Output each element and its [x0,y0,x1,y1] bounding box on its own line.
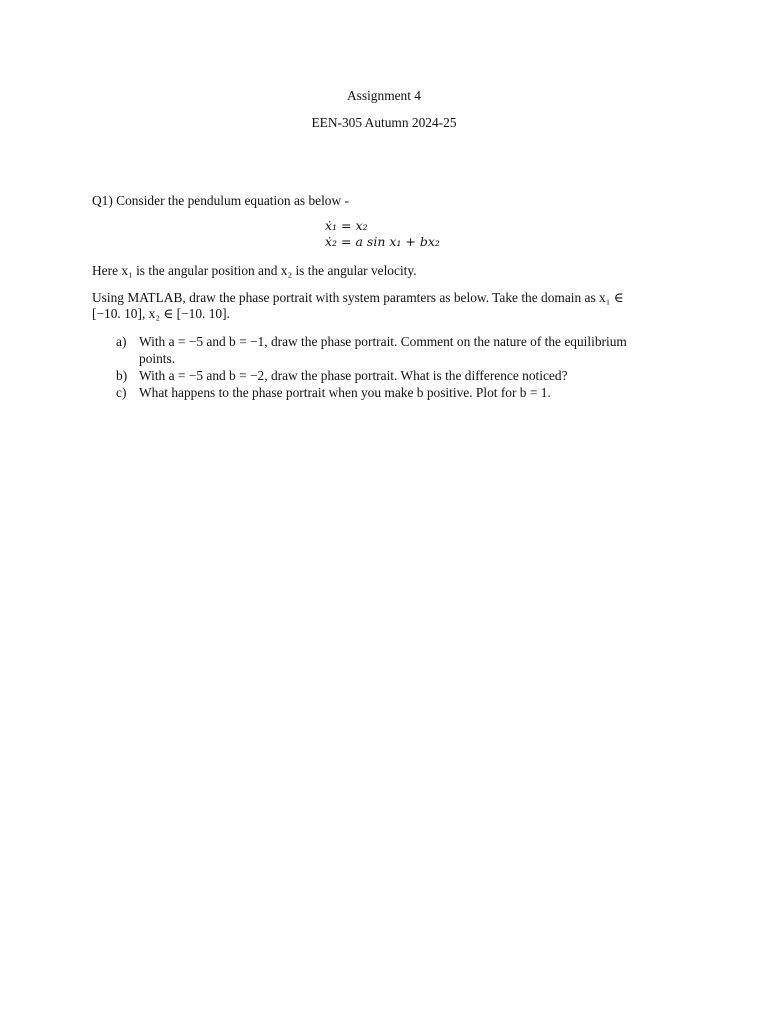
equation-1-text: ẋ₁ = x₂ [325,218,368,233]
course-subtitle: EEN-305 Autumn 2024-25 [311,115,457,130]
question-intro: Q1) Consider the pendulum equation as below - [92,193,349,208]
equation-2 [325,234,525,250]
list-item-text-line-1: With a = −5 and b = −1, draw the phase portrait. Comment on the nature of the equilibrium [139,334,627,349]
equation-1 [325,218,525,234]
variables-description: Here x₁ is the angular position and x₂ is the angular velocity. [92,263,417,278]
assignment-title: Assignment 4 [346,88,422,103]
instructions-line-1: Using MATLAB, draw the phase portrait with system paramters as below. Take the domain as x₁ ∈ [92,290,624,305]
equation-block [325,218,525,250]
list-item-text: What happens to the phase portrait when you make b positive. Plot for b = 1. [139,385,551,400]
list-item-text-line-2: points. [139,351,176,366]
equation-2-text: ẋ₂ = a sin x₁ + bx₂ [325,234,440,249]
list-item-label: a) [116,334,127,349]
list-item-label: b) [116,368,128,383]
list-item-text [139,333,684,367]
list-item-label: c) [116,385,127,400]
list-item-text: With a = −5 and b = −2, draw the phase portrait. What is the difference noticed? [139,368,568,383]
instructions-line-2: [−10. 10], x₂ ∈ [−10. 10]. [92,306,230,321]
